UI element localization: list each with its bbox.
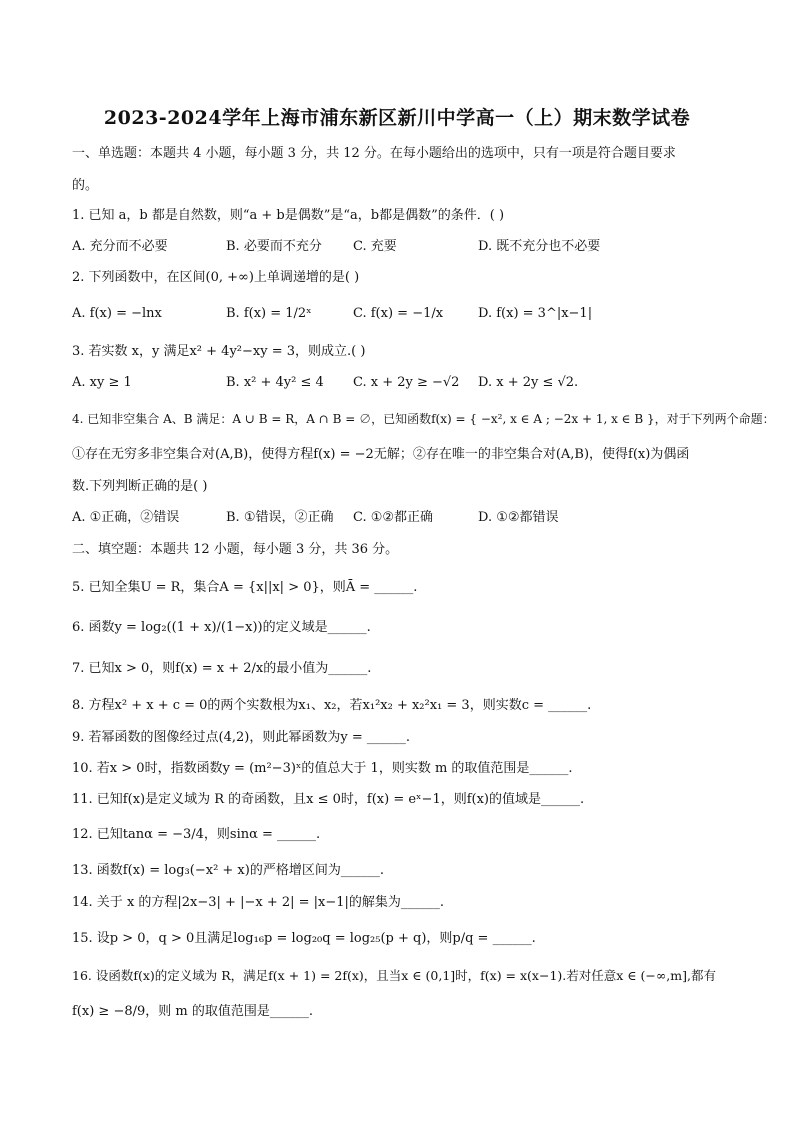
option-a: A. xy ≥ 1: [72, 375, 132, 390]
option-b: B. 必要而不充分: [226, 239, 322, 254]
section-1-heading-cont: 的。: [72, 178, 99, 193]
question-4-options: [72, 509, 722, 527]
option-d: D. 既不充分也不必要: [478, 239, 601, 254]
question-13: 13. 函数f(x) = log₃(−x² + x)的严格增区间为______.: [72, 863, 384, 878]
question-15: 15. 设p > 0，q > 0且满足log₁₆p = log₂₀q = log₂₅(p + q)，则p/q = ______.: [72, 931, 536, 946]
option-b: B. f(x) = 1/2ˣ: [226, 306, 312, 321]
option-d: D. ①②都错误: [478, 510, 559, 525]
question-2-options: [72, 305, 722, 323]
page-title: 2023-2024学年上海市浦东新区新川中学高一（上）期末数学试卷: [103, 107, 691, 129]
question-1-stem: 1. 已知 a，b 都是自然数，则“a + b是偶数”是“a，b都是偶数”的条件．( ): [72, 208, 505, 223]
option-b: B. x² + 4y² ≤ 4: [226, 375, 324, 390]
option-c: C. f(x) = −1/x: [353, 306, 444, 321]
option-d: D. f(x) = 3^|x−1|: [478, 306, 593, 321]
option-c: C. x + 2y ≥ −√2: [353, 375, 460, 390]
option-a: A. ①正确，②错误: [72, 510, 180, 525]
option-a: A. f(x) = −lnx: [72, 306, 162, 321]
question-4-stem-line3: 数.下列判断正确的是( ): [72, 479, 208, 494]
question-9: 9. 若幂函数的图像经过点(4,2)，则此幂函数为y = ______.: [72, 730, 410, 745]
section-1-heading: 一、单选题：本题共 4 小题，每小题 3 分，共 12 分。在每小题给出的选项中，只有一项是符合题目要求: [72, 146, 676, 161]
question-11: 11. 已知f(x)是定义域为 R 的奇函数，且x ≤ 0时，f(x) = eˣ−1，则f(x)的值域是______.: [72, 792, 585, 807]
section-2-heading: 二、填空题：本题共 12 小题，每小题 3 分，共 36 分。: [72, 542, 399, 557]
option-c: C. ①②都正确: [353, 510, 434, 525]
question-4-stem: 4. 已知非空集合 A、B 满足：A ∪ B = R，A ∩ B = ∅，已知函数f(x) = { −x², x ∈ A ; −2x + 1, x ∈ B }，对于下列两个命题：: [72, 412, 775, 426]
question-5: 5. 已知全集U = R，集合A = {x||x| > 0}，则Ā = ______.: [72, 580, 418, 595]
option-a: A. 充分而不必要: [72, 239, 168, 254]
question-3-stem: 3. 若实数 x，y 满足x² + 4y²−xy = 3，则成立.( ): [72, 344, 366, 359]
question-3-options: [72, 374, 722, 392]
question-10: 10. 若x > 0时，指数函数y = (m²−3)ˣ的值总大于 1，则实数 m 的取值范围是______.: [72, 761, 573, 776]
question-7: 7. 已知x > 0，则f(x) = x + 2/x的最小值为______.: [72, 661, 372, 676]
question-16-cont: f(x) ≥ −8/9，则 m 的取值范围是______.: [72, 1004, 313, 1019]
question-6: 6. 函数y = log₂((1 + x)/(1−x))的定义域是______.: [72, 620, 371, 635]
question-4-stem-line2: ①存在无穷多非空集合对(A,B)，使得方程f(x) = −2无解；②存在唯一的非空集合对(A,B)，使得f(x)为偶函: [72, 447, 690, 462]
question-12: 12. 已知tanα = −3/4，则sinα = ______.: [72, 827, 321, 842]
option-b: B. ①错误，②正确: [226, 510, 334, 525]
question-8: 8. 方程x² + x + c = 0的两个实数根为x₁、x₂，若x₁²x₂ + x₂²x₁ = 3，则实数c = ______.: [72, 698, 592, 713]
question-1-options: [72, 238, 722, 256]
option-d: D. x + 2y ≤ √2.: [478, 375, 579, 390]
question-2-stem: 2. 下列函数中，在区间(0, +∞)上单调递增的是( ): [72, 270, 360, 285]
question-16: 16. 设函数f(x)的定义域为 R，满足f(x + 1) = 2f(x)，且当x ∈ (0,1]时，f(x) = x(x−1).若对任意x ∈ (−∞,m],都有: [72, 968, 716, 983]
question-14: 14. 关于 x 的方程|2x−3| + |−x + 2| = |x−1|的解集为______.: [72, 895, 445, 910]
option-c: C. 充要: [353, 239, 397, 254]
